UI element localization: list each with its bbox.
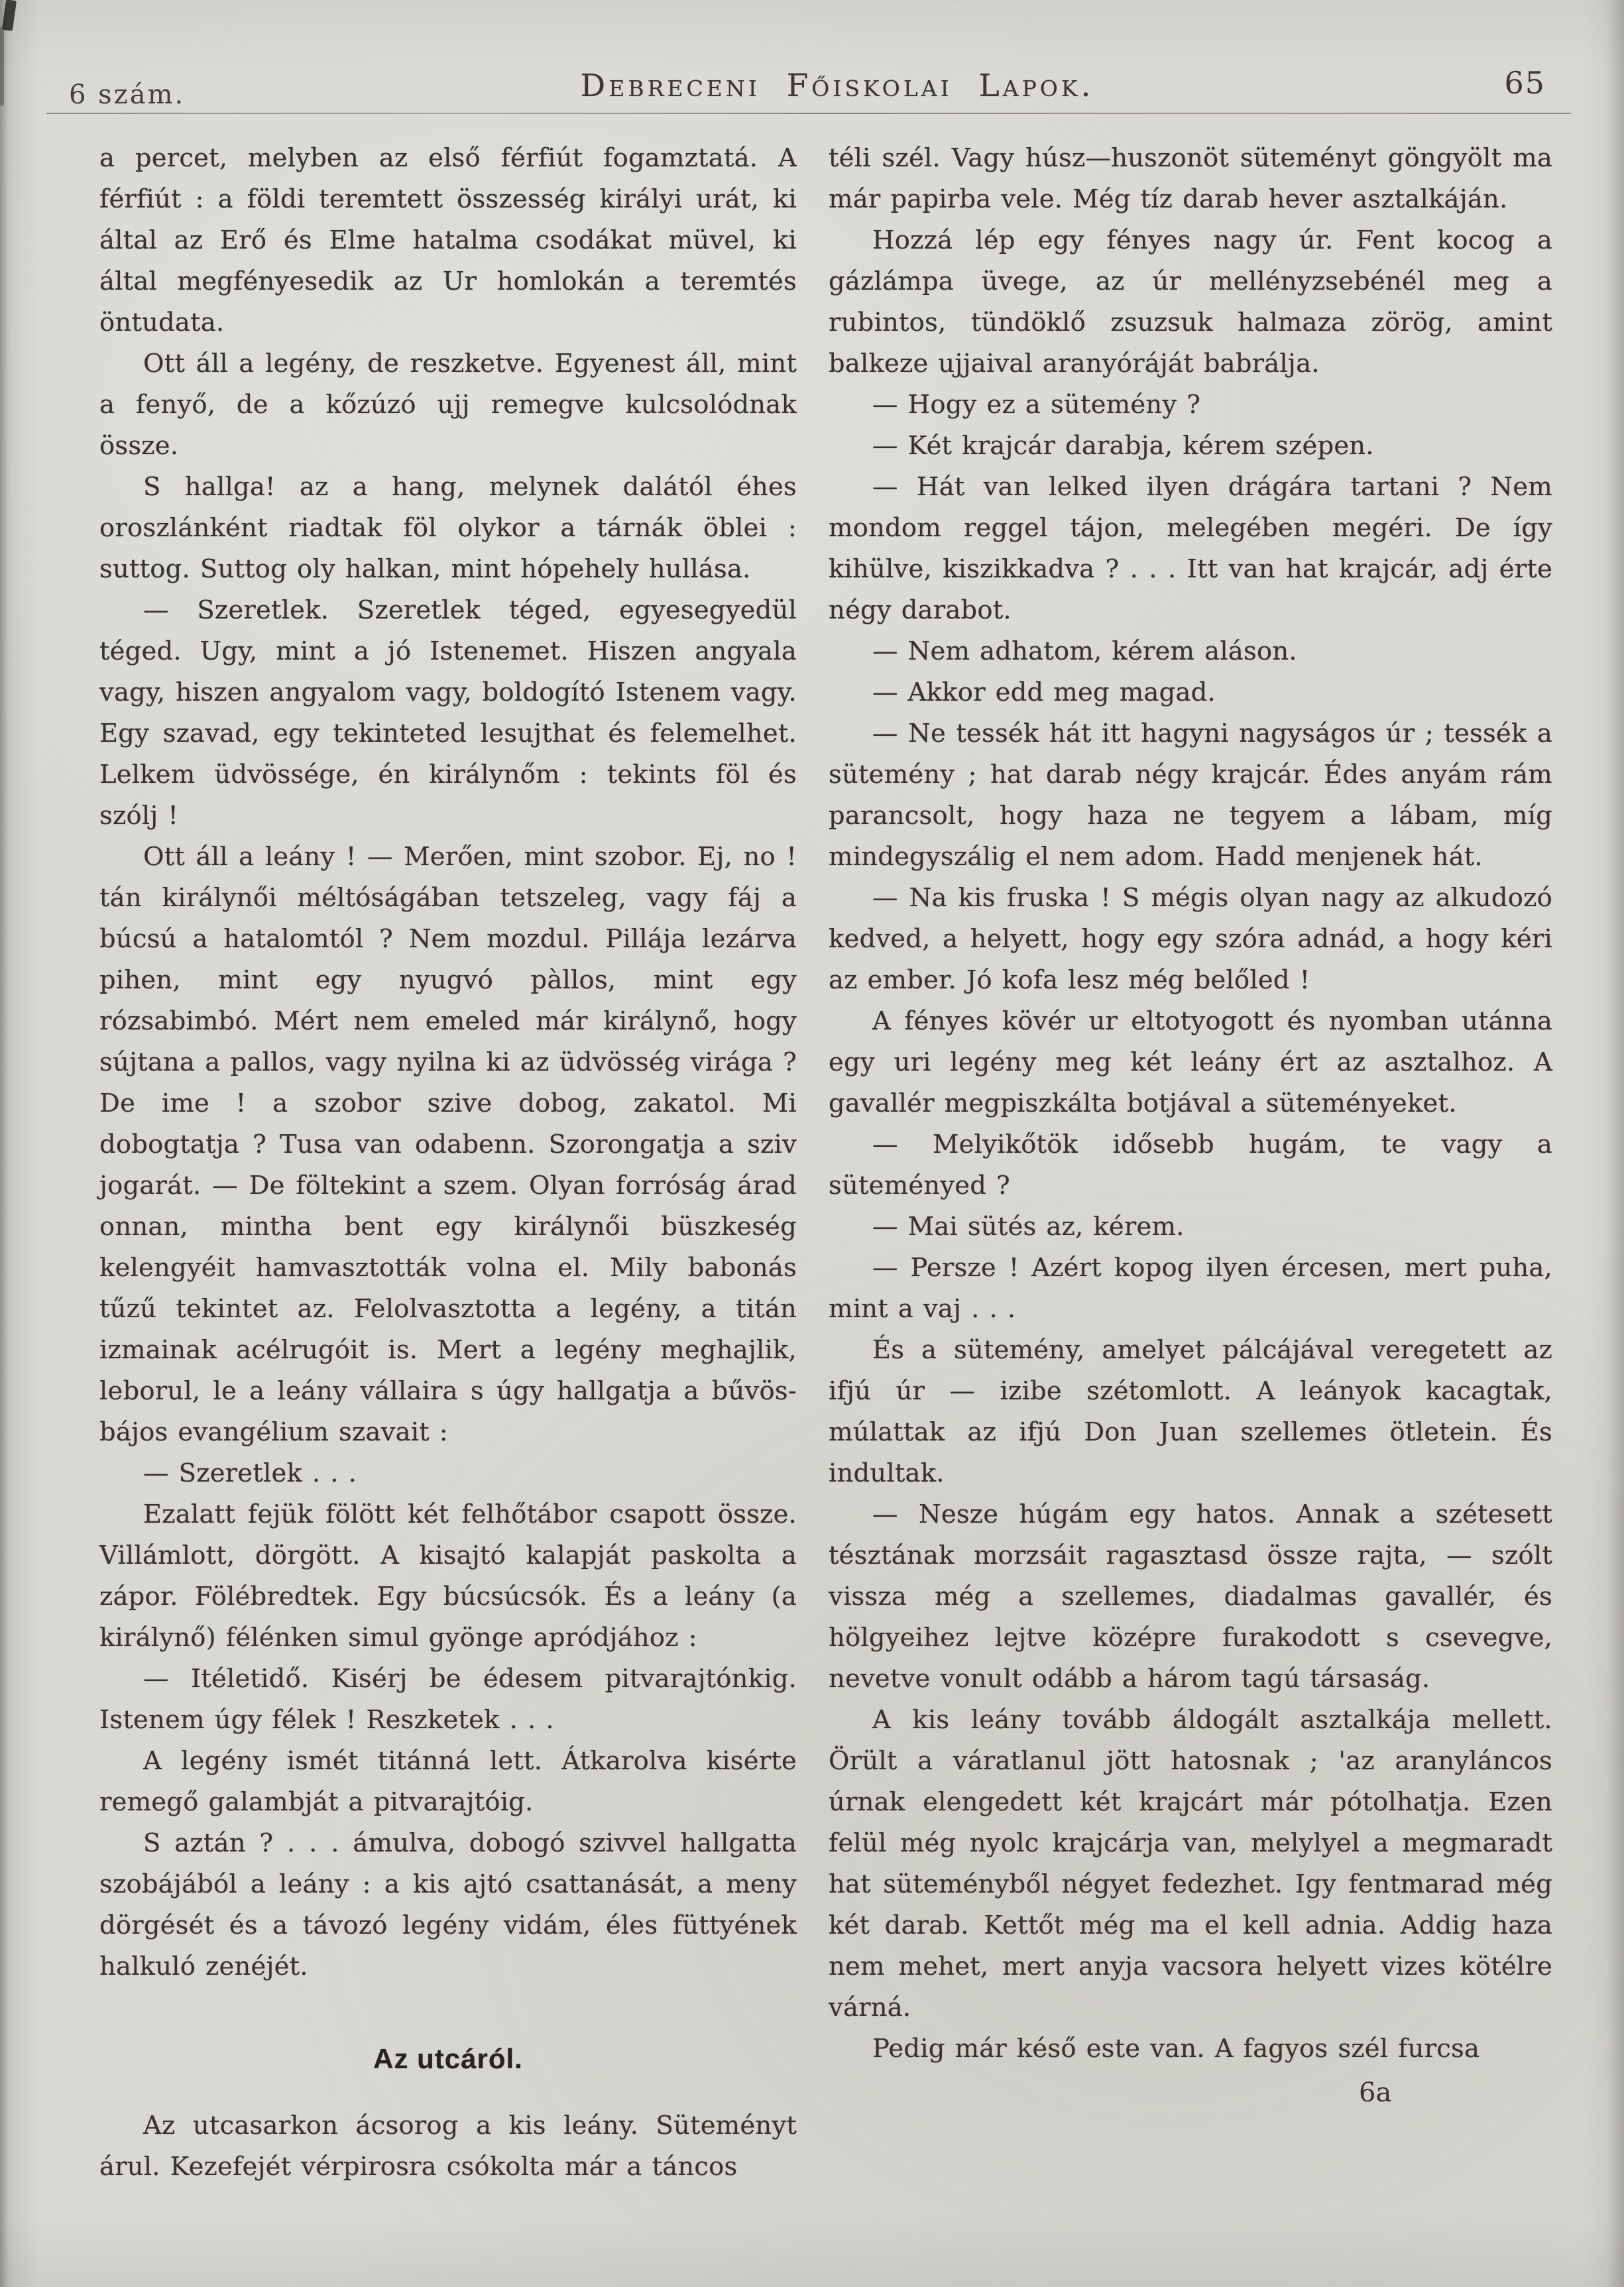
- paragraph: — Mai sütés az, kérem.: [872, 1212, 1185, 1242]
- issue-number: 6 szám.: [69, 80, 186, 110]
- paragraph: — Két krajcár darabja, kérem szépen.: [872, 431, 1374, 461]
- paragraph: Ezalatt fejük fölött két felhőtábor csapott össze. Villámlott, dörgött. A kisajtó kalapját paskolta a zápor. Fölébredtek. Egy búcsúcsók. És a leány (a királynő) félénken simul gyönge apródjához :: [99, 1499, 797, 1653]
- paragraph: — Hát van lelked ilyen drágára tartani ? Nem mondom reggel tájon, melegében megéri. De így kihülve, kiszikkadva ? . . . Itt van hat krajcár, adj érte négy darabot.: [829, 472, 1552, 625]
- paragraph: — Szeretlek . . .: [143, 1458, 357, 1488]
- right-column: [829, 138, 1552, 2188]
- paragraph: — Ne tessék hát itt hagyni nagyságos úr ; tessék a sütemény ; hat darab négy krajcár. Édes anyám rám parancsolt, hogy haza ne tegyem a lábam, míg mindegyszálig el nem adom. Hadd menjenek hát.: [829, 719, 1552, 872]
- paragraph: Pedig már késő este van. A fagyos szél furcsa: [872, 2034, 1480, 2064]
- paragraph: — Nesze húgám egy hatos. Annak a szétesett tésztának morzsáit ragasztasd össze rajta, — szólt vissza még a szellemes, diadalmas gavallér, és hölgyeihez lejtve középre furakodott s csevegve, nevetve vonult odább a három tagú társaság.: [829, 1499, 1552, 1694]
- header-rule: [46, 113, 1571, 114]
- paragraph: A legény ismét titánná lett. Átkarolva kisérte remegő galambját a pitvarajtóig.: [99, 1746, 797, 1817]
- paragraph: Az utcasarkon ácsorog a kis leány. Süteményt árul. Kezefejét vérpirosra csókolta már a táncos: [99, 2111, 797, 2182]
- journal-title: Debreceni Főiskolai Lapok.: [580, 68, 1094, 104]
- paragraph: téli szél. Vagy húsz—huszonöt süteményt göngyölt ma már papirba vele. Még tíz darab hever asztalkáján.: [829, 143, 1552, 214]
- paragraph: Ott áll a legény, de reszketve. Egyenest áll, mint a fenyő, de a kőzúzó ujj remegve kulcsolódnak össze.: [99, 349, 797, 461]
- scan-artifact: [2, 0, 17, 31]
- paragraph: — Itéletidő. Kisérj be édesem pitvarajtónkig. Istenem úgy félek ! Reszketek . . .: [99, 1664, 797, 1735]
- paragraph: — Hogy ez a sütemény ?: [872, 390, 1201, 420]
- paragraph: — Szeretlek. Szeretlek téged, egyesegyedül téged. Ugy, mint a jó Istenemet. Hiszen angyala vagy, hiszen angyalom vagy, boldogító Istenem vagy. Egy szavad, egy tekinteted lesujthat és felemelhet. Lelkem üdvössége, én királynőm : tekints föl és szólj !: [99, 595, 797, 831]
- paragraph: S aztán ? . . . ámulva, dobogó szivvel hallgatta szobájából a leány : a kis ajtó csattanását, a meny dörgését és a távozó legény vidám, éles füttyének halkuló zenéjét.: [99, 1828, 797, 1981]
- paragraph: — Persze ! Azért kopog ilyen ércesen, mert puha, mint a vaj . . .: [829, 1253, 1552, 1324]
- paragraph: — Na kis fruska ! S mégis olyan nagy az alkudozó kedved, a helyett, hogy egy szóra adnád, a hogy kéri az ember. Jó kofa lesz még belőled !: [829, 883, 1552, 995]
- page-number: 65: [1504, 65, 1546, 101]
- scan-edge-shadow-left: [0, 0, 13, 2287]
- paragraph: — Akkor edd meg magad.: [872, 677, 1216, 707]
- paragraph: És a sütemény, amelyet pálcájával veregetett az ifjú úr — izibe szétomlott. A leányok kacagtak, múlattak az ifjú Don Juan szellemes ötletein. És indultak.: [829, 1335, 1552, 1488]
- section-heading: Az utcáról.: [373, 2043, 523, 2074]
- paragraph: — Melyikőtök idősebb hugám, te vagy a süteményed ?: [829, 1130, 1552, 1201]
- paragraph: A kis leány tovább áldogált asztalkája mellett. Örült a váratlanul jött hatosnak ; 'az aranyláncos úrnak elengedett két krajcárt már pótolhatja. Ezen felül még nyolc krajcárja van, melylyel a megmaradt hat süteményből négyet fedezhet. Igy fentmarad még két darab. Kettőt még ma el kell adnia. Addig haza nem mehet, mert anyja vacsora helyett vizes kötélre várná.: [829, 1705, 1552, 2023]
- paragraph: A fényes kövér ur eltotyogott és nyomban utánna egy uri legény meg két leány ért az asztalhoz. A gavallér megpiszkálta botjával a süteményeket.: [829, 1006, 1552, 1118]
- paragraph: a percet, melyben az első férfiút fogamztatá. A férfiút : a földi teremtett összesség királyi urát, ki által az Erő és Elme hatalma csodákat müvel, ki által megfényesedik az Ur homlokán a teremtés öntudata.: [99, 143, 797, 337]
- left-column: [99, 138, 797, 2188]
- paragraph: — Nem adhatom, kérem aláson.: [872, 636, 1297, 666]
- paragraph: Hozzá lép egy fényes nagy úr. Fent kocog a gázlámpa üvege, az úr mellényzsebénél meg a rubintos, tündöklő zsuzsuk halmaza zörög, amint balkeze ujjaival aranyóráját babrálja.: [829, 225, 1552, 379]
- scan-edge-shadow-right: [1607, 0, 1624, 2287]
- paragraph: Ott áll a leány ! — Merően, mint szobor. Ej, no ! tán királynői méltóságában tetszeleg, vagy fáj a búcsú a hatalomtól ? Nem mozdul. Pillája lezárva pihen, mint egy nyugvó pàllos, mint egy rózsabimbó. Mért nem emeled már királynő, hogy sújtana a pallos, vagy nyilna ki az üdvösség virága ? De ime ! a szobor szive dobog, zakatol. Mi dobogtatja ? Tusa van odabenn. Szorongatja a sziv jogarát. — De föltekint a szem. Olyan forróság árad onnan, mintha bent egy királynői büszkeség kelengyéit hamvasztották volna el. Mily babonás tűzű tekintet az. Felolvasztotta a legény, a titán izmainak acélrugóit is. Mert a legény meghajlik, leborul, le a leány vállaira s úgy hallgatja a bűvös-bájos evangélium szavait :: [99, 842, 797, 1447]
- scan-artifact: [0, 27, 4, 106]
- signature-mark: 6a: [1359, 2078, 1392, 2108]
- paragraph: S hallga! az a hang, melynek dalától éhes oroszlánként riadtak föl olykor a tárnák öblei : suttog. Suttog oly halkan, mint hópehely hullása.: [99, 472, 797, 584]
- text-columns: [99, 138, 1552, 2188]
